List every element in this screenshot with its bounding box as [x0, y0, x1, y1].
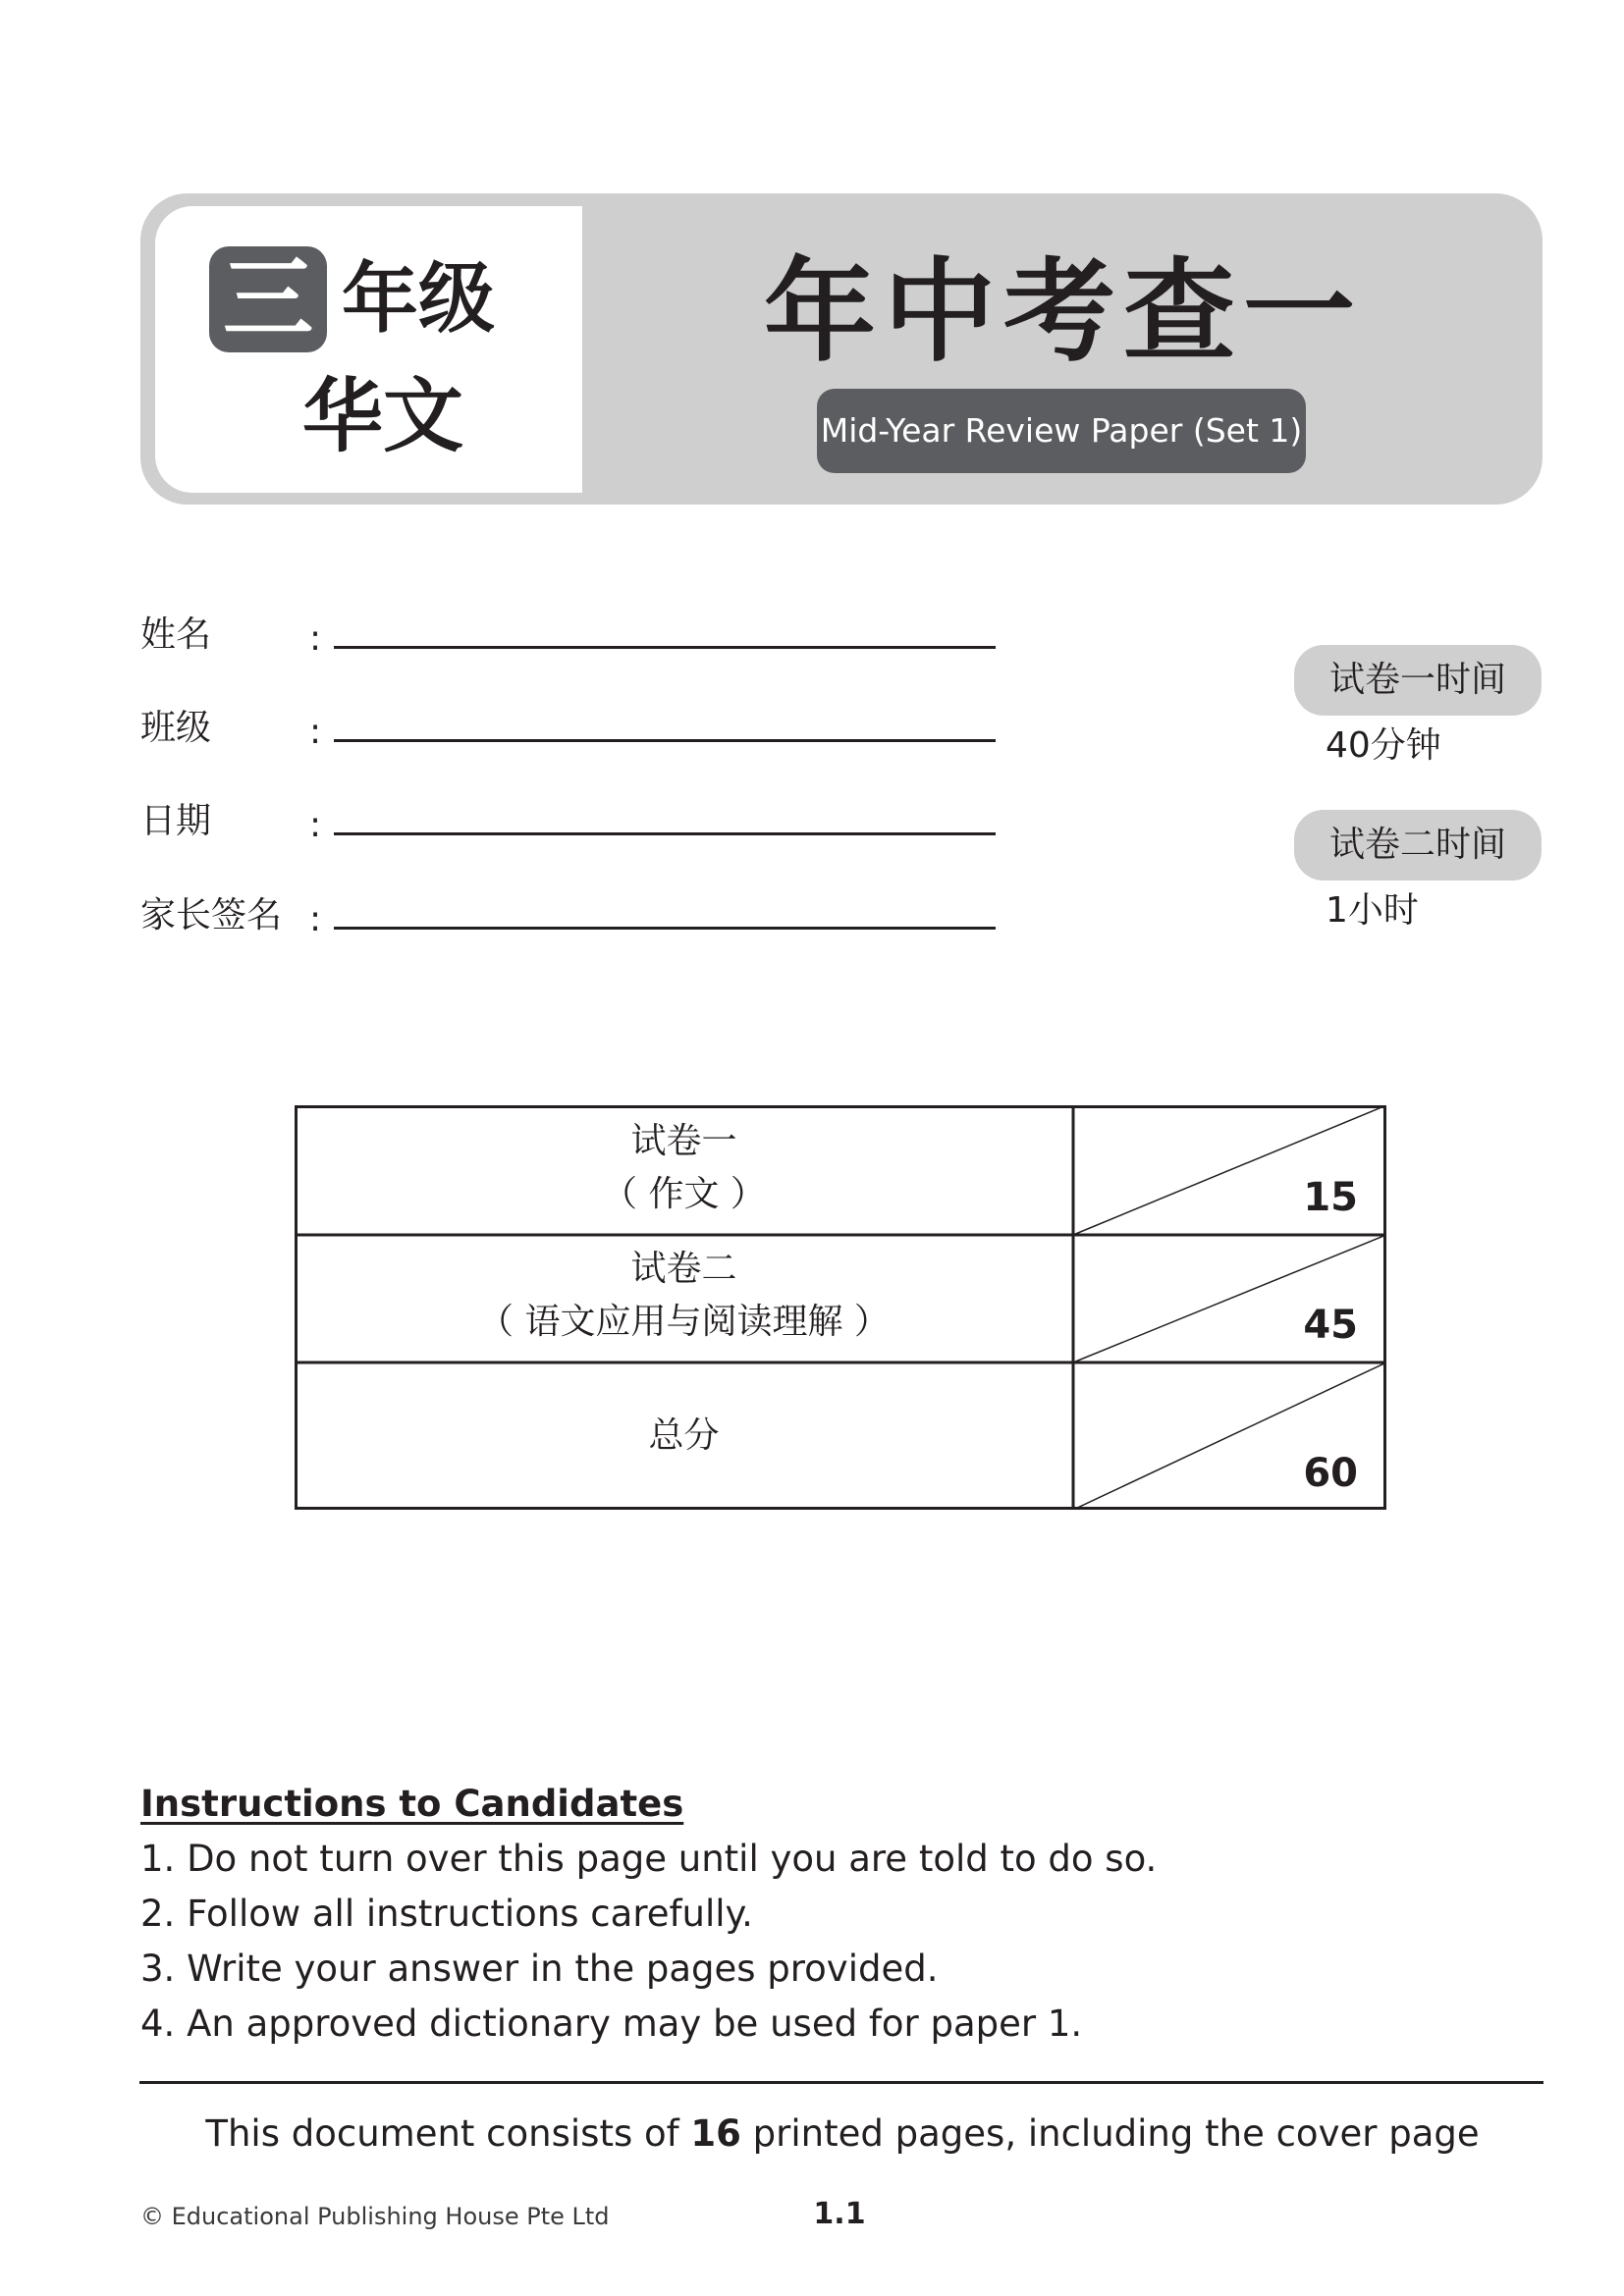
footer-divider: [139, 2081, 1543, 2084]
paper2-time-value: 1小时: [1326, 890, 1419, 931]
page-count: 16: [690, 2112, 741, 2155]
instructions-title: Instructions to Candidates: [140, 1783, 684, 1825]
paper2-time-label: 试卷二时间: [1294, 810, 1542, 881]
paper1-max-score: 15: [1303, 1175, 1358, 1220]
paper1-time-value: 40分钟: [1326, 725, 1441, 766]
name-label: 姓名: [140, 614, 212, 655]
grade-label: 年级: [342, 255, 496, 344]
instruction-item: 1. Do not turn over this page until you are told to do so.: [140, 1838, 1158, 1880]
date-field[interactable]: [334, 832, 996, 835]
class-colon: :: [309, 712, 322, 752]
instruction-item: 3. Write your answer in the pages provided.: [140, 1948, 939, 1990]
grade-badge: 三: [209, 246, 327, 352]
page-count-prefix: This document consists of: [205, 2112, 691, 2155]
parent-signature-label: 家长签名: [140, 895, 283, 935]
page-number: 1.1: [813, 2197, 866, 2231]
instruction-item: 2. Follow all instructions carefully.: [140, 1893, 753, 1935]
class-label: 班级: [140, 708, 212, 748]
paper2-row-subtitle: （ 语文应用与阅读理解 ）: [478, 1302, 890, 1342]
name-field[interactable]: [334, 646, 996, 649]
date-label: 日期: [140, 801, 212, 841]
total-max-score: 60: [1303, 1451, 1358, 1496]
date-colon: :: [309, 805, 322, 845]
paper-title: 年中考查一: [763, 246, 1363, 377]
paper1-time-label: 试卷一时间: [1294, 645, 1542, 716]
paper2-max-score: 45: [1303, 1303, 1358, 1348]
copyright-notice: © Educational Publishing House Pte Ltd: [140, 2203, 610, 2230]
page-count-note: [140, 2107, 1544, 2162]
parent-signature-colon: :: [309, 899, 322, 939]
score-table: [295, 1105, 1386, 1510]
subject-label: 华文: [302, 370, 464, 463]
paper1-row-subtitle: （ 作文 ）: [602, 1174, 766, 1214]
class-field[interactable]: [334, 739, 996, 742]
total-row-title: 总分: [648, 1415, 720, 1456]
parent-signature-field[interactable]: [334, 927, 996, 930]
paper2-row-title: 试卷二: [630, 1249, 737, 1289]
page-count-suffix: printed pages, including the cover page: [740, 2112, 1480, 2155]
paper-subtitle: Mid-Year Review Paper (Set 1): [817, 389, 1306, 473]
instruction-item: 4. An approved dictionary may be used for paper 1.: [140, 2002, 1083, 2045]
name-colon: :: [309, 618, 322, 659]
paper1-row-title: 试卷一: [630, 1121, 737, 1161]
